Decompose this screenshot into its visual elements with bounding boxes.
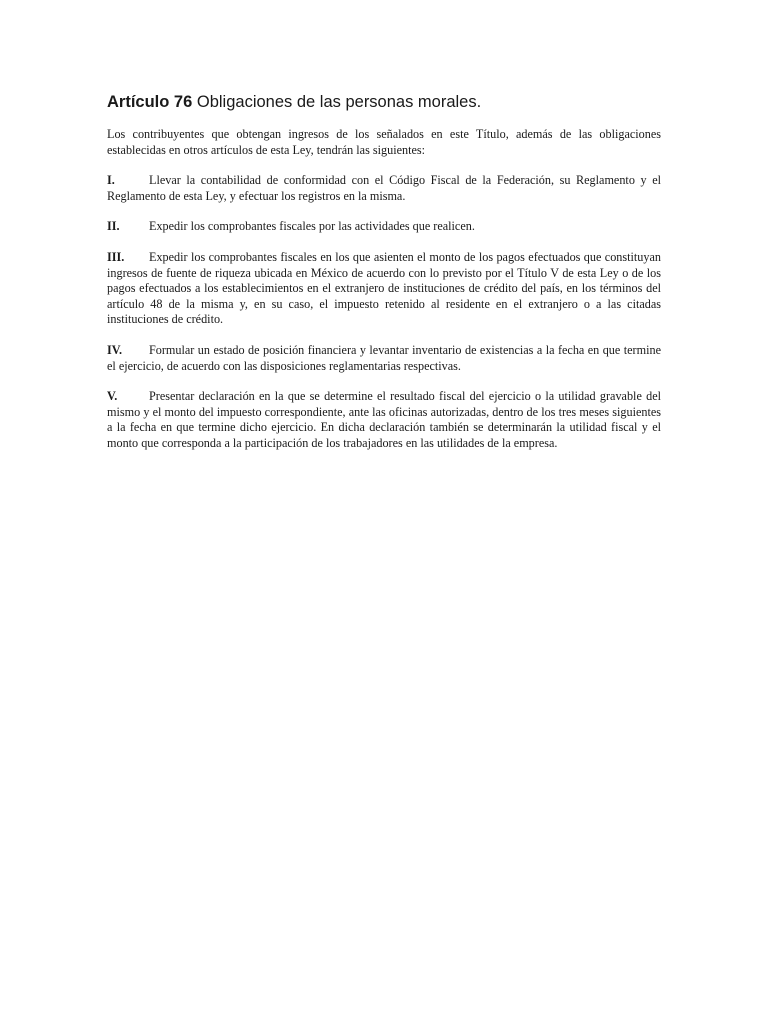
- item-text: Expedir los comprobantes fiscales en los que asienten el monto de los pagos efectuados que constituyan ingresos de fuente de riqueza ubicada en México de acuerdo con lo previsto por el Título V de esta Ley o de los pagos efectuados a los establecimientos en el extranjero de instituciones de crédito del país, en los términos del artículo 48 de la misma y, en su caso, el impuesto retenido al residente en el extranjero o a las citadas instituciones de crédito.: [107, 249, 661, 327]
- article-number: Artículo 76: [107, 93, 193, 111]
- item-numeral: V.: [107, 389, 118, 404]
- article-title: [107, 91, 661, 113]
- obligation-item: [107, 250, 661, 328]
- document-page: [107, 91, 661, 467]
- obligation-item: [107, 389, 661, 451]
- item-text: Presentar declaración en la que se determine el resultado fiscal del ejercicio o la utilidad gravable del mismo y el monto del impuesto correspondiente, ante las oficinas autorizadas, dentro de los tres meses siguientes a la fecha en que termine dicho ejercicio. En dicha declaración también se determinarán la utilidad fiscal y el monto que corresponda a la participación de los trabajadores en las utilidades de la empresa.: [107, 389, 661, 450]
- item-numeral: II.: [107, 219, 120, 234]
- obligation-item: [107, 173, 661, 204]
- obligation-item: [107, 343, 661, 374]
- intro-paragraph: Los contribuyentes que obtengan ingresos de los señalados en este Título, además de las obligaciones establecidas en otros artículos de esta Ley, tendrán las siguientes:: [107, 127, 661, 157]
- item-text: Llevar la contabilidad de conformidad con el Código Fiscal de la Federación, su Reglamento y el Reglamento de esta Ley, y efectuar los registros en la misma.: [107, 173, 661, 203]
- article-heading: Obligaciones de las personas morales.: [196, 93, 482, 111]
- item-numeral: I.: [107, 173, 115, 188]
- item-numeral: III.: [107, 249, 125, 264]
- item-text: Formular un estado de posición financiera y levantar inventario de existencias a la fecha en que termine el ejercicio, de acuerdo con las disposiciones reglamentarias respectivas.: [107, 342, 661, 373]
- item-text: Expedir los comprobantes fiscales por las actividades que realicen.: [149, 219, 475, 234]
- obligation-item: [107, 219, 661, 235]
- item-numeral: IV.: [107, 342, 123, 357]
